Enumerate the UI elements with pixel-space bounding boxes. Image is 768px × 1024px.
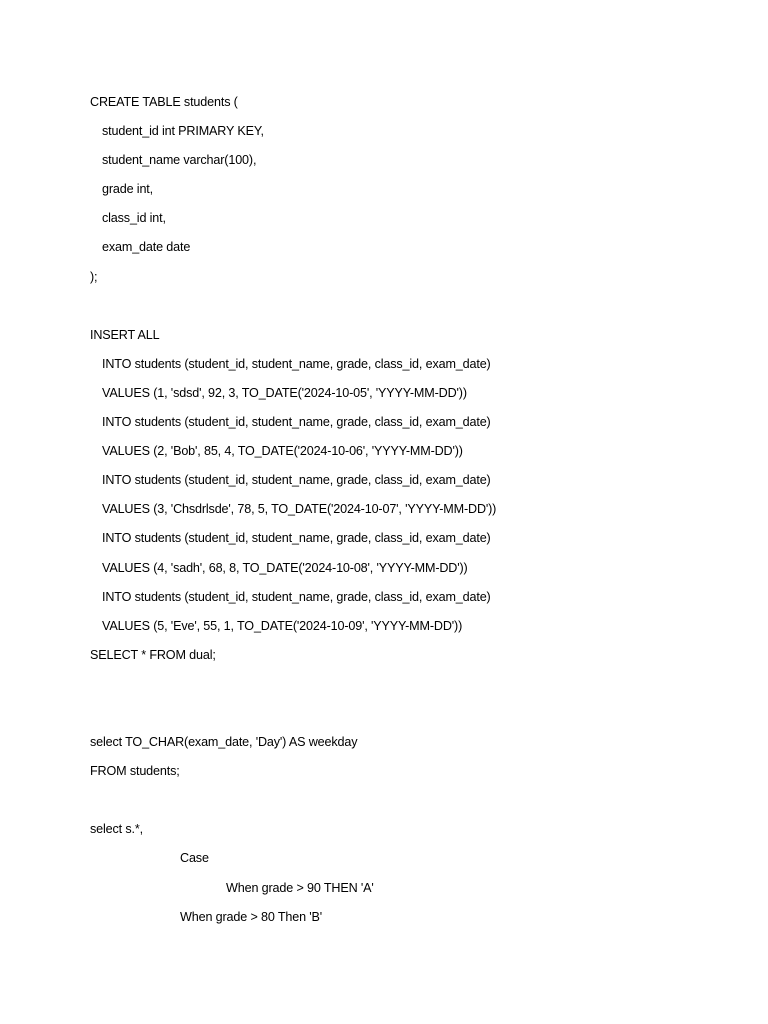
code-line: ); (90, 269, 98, 284)
blank-line (90, 704, 730, 733)
code-line: exam_date date (102, 240, 191, 255)
code-line: When grade > 80 Then 'B' (180, 909, 323, 924)
code-line: VALUES (3, 'Chsdrlsde', 78, 5, TO_DATE('2024-10-07', 'YYYY-MM-DD')) (102, 502, 497, 517)
code-line: INTO students (student_id, student_name, grade, class_id, exam_date) (102, 531, 491, 546)
code-line: Case (180, 851, 209, 866)
blank-line (90, 297, 730, 326)
code-line: student_id int PRIMARY KEY, (102, 124, 264, 139)
code-line: When grade > 90 THEN 'A' (226, 880, 374, 895)
code-line: grade int, (102, 182, 154, 197)
code-line: VALUES (2, 'Bob', 85, 4, TO_DATE('2024-10-06', 'YYYY-MM-DD')) (102, 444, 463, 459)
code-line: FROM students; (90, 764, 180, 779)
sql-code-block (90, 93, 730, 937)
code-line: select s.*, (90, 822, 143, 837)
code-line: INTO students (student_id, student_name, grade, class_id, exam_date) (102, 473, 491, 488)
code-line: INSERT ALL (90, 327, 160, 342)
code-line: INTO students (student_id, student_name, grade, class_id, exam_date) (102, 589, 491, 604)
code-line: VALUES (5, 'Eve', 55, 1, TO_DATE('2024-10-09', 'YYYY-MM-DD')) (102, 618, 463, 633)
code-line: select TO_CHAR(exam_date, 'Day') AS weekday (90, 735, 358, 750)
code-line: INTO students (student_id, student_name, grade, class_id, exam_date) (102, 356, 491, 371)
code-line: INTO students (student_id, student_name, grade, class_id, exam_date) (102, 415, 491, 430)
blank-line (90, 675, 730, 704)
code-line: class_id int, (102, 211, 166, 226)
code-line: CREATE TABLE students ( (90, 95, 238, 109)
code-line: VALUES (4, 'sadh', 68, 8, TO_DATE('2024-10-08', 'YYYY-MM-DD')) (102, 560, 468, 575)
code-line: student_name varchar(100), (102, 153, 257, 168)
blank-line (90, 791, 730, 820)
code-line: VALUES (1, 'sdsd', 92, 3, TO_DATE('2024-10-05', 'YYYY-MM-DD')) (102, 385, 467, 400)
code-line: SELECT * FROM dual; (90, 647, 216, 662)
